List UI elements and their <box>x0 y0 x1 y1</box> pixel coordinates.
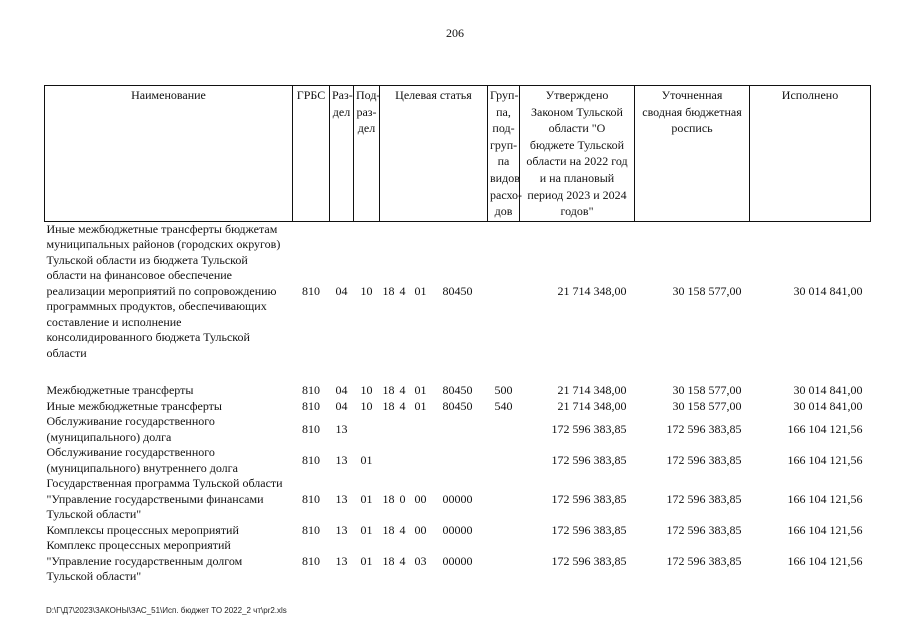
row-name: Обслуживание государственного (муниципального) внутреннего долга <box>46 445 238 475</box>
row-name: Обслуживание государственного (муниципального) долга <box>46 414 215 444</box>
header-ispolneno: Исполнено <box>750 86 871 222</box>
celevaya-segment-4: 80450 <box>442 398 473 413</box>
celevaya-segment-4: 80450 <box>442 383 473 398</box>
row-celevaya-statya <box>380 399 488 415</box>
celevaya-segment-2: 4 <box>399 283 406 298</box>
row-utverzhdeno: 172 596 383,85 <box>551 522 627 537</box>
celevaya-segment-3: 00 <box>414 522 427 537</box>
celevaya-segment-1: 18 <box>382 522 395 537</box>
budget-table-wrapper <box>44 85 870 585</box>
row-razdel: 04 <box>335 383 348 398</box>
row-name: Межбюджетные трансферты <box>46 383 194 398</box>
row-name: Комплекс процессных мероприятий "Управление государственным долгом Тульской области" <box>46 538 243 584</box>
row-grbs: 810 <box>302 453 320 467</box>
row-podrazdel: 10 <box>360 283 373 298</box>
row-name: Государственная программа Тульской области "Управление государствеными финансами Тульской области" <box>46 476 283 522</box>
row-utochnennaya: 172 596 383,85 <box>666 522 742 537</box>
row-utochnennaya: 30 158 577,00 <box>672 383 742 398</box>
row-name: Иные межбюджетные трансферты <box>46 398 222 413</box>
celevaya-segment-3: 01 <box>414 283 427 298</box>
celevaya-segment-1: 18 <box>382 283 395 298</box>
header-utochnennaya: Уточненная сводная бюджетная роспись <box>635 86 750 222</box>
row-grbs: 810 <box>302 553 320 568</box>
header-utverzhdeno: Утверждено Законом Тульской области "О бюджете Тульской области на 2022 год и на плановый период 2023 и 2024 годов" <box>520 86 635 222</box>
table-row <box>45 414 871 445</box>
row-spacer <box>45 361 871 383</box>
celevaya-segment-4: 80450 <box>442 283 473 298</box>
table-row <box>45 221 871 361</box>
row-name: Иные межбюджетные трансферты бюджетам муниципальных районов (городских округов) Тульской области из бюджета Тульской области на финансовое обеспечение реализации мероприятий по сопровождению программных продуктов, обеспечивающих составление и исполнение консолидированного бюджета Тульской области <box>46 221 281 360</box>
header-name: Наименование <box>45 86 293 222</box>
row-utochnennaya: 30 158 577,00 <box>672 398 742 413</box>
row-vid-rashodov <box>488 445 520 476</box>
row-utochnennaya: 172 596 383,85 <box>666 422 742 436</box>
row-ispolneno: 166 104 121,56 <box>787 453 863 467</box>
table-row <box>45 538 871 585</box>
celevaya-segment-2: 4 <box>399 522 406 537</box>
row-ispolneno: 30 014 841,00 <box>793 283 863 298</box>
row-ispolneno: 166 104 121,56 <box>787 522 863 537</box>
row-utverzhdeno: 172 596 383,85 <box>551 491 627 506</box>
row-ispolneno: 30 014 841,00 <box>793 398 863 413</box>
celevaya-segment-2: 4 <box>399 553 406 568</box>
row-ispolneno: 166 104 121,56 <box>787 422 863 436</box>
row-razdel: 13 <box>335 522 348 537</box>
row-grbs: 810 <box>302 422 320 436</box>
row-grbs: 810 <box>302 491 320 506</box>
table-row <box>45 523 871 539</box>
row-celevaya-statya <box>380 538 488 585</box>
celevaya-segment-1: 18 <box>382 491 395 506</box>
celevaya-segment-4: 00000 <box>442 522 473 537</box>
celevaya-segment-4: 00000 <box>442 491 473 506</box>
row-vid-rashodov <box>488 476 520 523</box>
table-header-row <box>45 86 871 222</box>
row-utverzhdeno: 21 714 348,00 <box>557 283 627 298</box>
row-vid-rashodov <box>488 523 520 539</box>
table-row <box>45 383 871 399</box>
celevaya-segment-1: 18 <box>382 398 395 413</box>
row-ispolneno: 166 104 121,56 <box>787 553 863 568</box>
row-razdel: 13 <box>335 453 348 467</box>
row-utochnennaya: 30 158 577,00 <box>672 283 742 298</box>
row-podrazdel: 01 <box>360 553 373 568</box>
row-podrazdel: 10 <box>360 398 373 413</box>
row-celevaya-statya <box>380 221 488 361</box>
row-grbs: 810 <box>302 283 320 298</box>
header-gruppa-vidov: Груп- па, под- груп- па видов расхо- дов <box>488 86 520 222</box>
row-podrazdel: 10 <box>360 383 373 398</box>
celevaya-segment-3: 00 <box>414 491 427 506</box>
row-utverzhdeno: 172 596 383,85 <box>551 553 627 568</box>
row-razdel: 13 <box>335 553 348 568</box>
celevaya-segment-2: 4 <box>399 398 406 413</box>
row-vid-rashodov <box>488 538 520 585</box>
row-utverzhdeno: 21 714 348,00 <box>557 398 627 413</box>
row-grbs: 810 <box>302 522 320 537</box>
row-celevaya-statya <box>380 383 488 399</box>
row-podrazdel <box>354 414 380 445</box>
row-celevaya-statya <box>380 414 488 445</box>
celevaya-segment-1: 18 <box>382 553 395 568</box>
page-number: 206 <box>446 26 464 40</box>
row-vid-rashodov: 540 <box>494 398 513 413</box>
header-celevaya-statya: Целевая статья <box>380 86 488 222</box>
footer-file-path: D:\Г\Д7\2023\ЗАКОНЫ\ЗАС_51\Исп. бюджет ТО 2022_2 чт\pr2.xls <box>46 606 287 615</box>
budget-table <box>44 85 871 585</box>
row-razdel: 13 <box>335 422 348 436</box>
celevaya-segment-3: 01 <box>414 398 427 413</box>
row-utochnennaya: 172 596 383,85 <box>666 491 742 506</box>
celevaya-segment-2: 0 <box>399 491 406 506</box>
row-razdel: 13 <box>335 491 348 506</box>
row-grbs: 810 <box>302 398 320 413</box>
row-vid-rashodov <box>488 414 520 445</box>
row-razdel: 04 <box>335 398 348 413</box>
row-ispolneno: 166 104 121,56 <box>787 491 863 506</box>
table-row <box>45 445 871 476</box>
row-razdel: 04 <box>335 283 348 298</box>
row-utochnennaya: 172 596 383,85 <box>666 553 742 568</box>
row-podrazdel: 01 <box>360 491 373 506</box>
table-body <box>45 221 871 585</box>
table-row <box>45 476 871 523</box>
row-grbs: 810 <box>302 383 320 398</box>
row-podrazdel: 01 <box>360 453 373 467</box>
table-row <box>45 399 871 415</box>
header-podrazdel: Под- раз- дел <box>354 86 380 222</box>
header-grbs: ГРБС <box>293 86 330 222</box>
header-razdel: Раз- дел <box>330 86 354 222</box>
celevaya-segment-3: 01 <box>414 383 427 398</box>
row-utverzhdeno: 21 714 348,00 <box>557 383 627 398</box>
celevaya-segment-4: 00000 <box>442 553 473 568</box>
row-name: Комплексы процессных мероприятий <box>46 522 239 537</box>
row-utverzhdeno: 172 596 383,85 <box>551 422 627 436</box>
celevaya-segment-2: 4 <box>399 383 406 398</box>
row-utochnennaya: 172 596 383,85 <box>666 453 742 467</box>
celevaya-segment-1: 18 <box>382 383 395 398</box>
row-utverzhdeno: 172 596 383,85 <box>551 453 627 467</box>
spacer-cell <box>45 361 871 383</box>
row-podrazdel: 01 <box>360 522 373 537</box>
row-celevaya-statya <box>380 476 488 523</box>
row-celevaya-statya <box>380 445 488 476</box>
row-celevaya-statya <box>380 523 488 539</box>
row-ispolneno: 30 014 841,00 <box>793 383 863 398</box>
row-vid-rashodov: 500 <box>494 383 513 398</box>
row-vid-rashodov <box>488 221 520 361</box>
celevaya-segment-3: 03 <box>414 553 427 568</box>
